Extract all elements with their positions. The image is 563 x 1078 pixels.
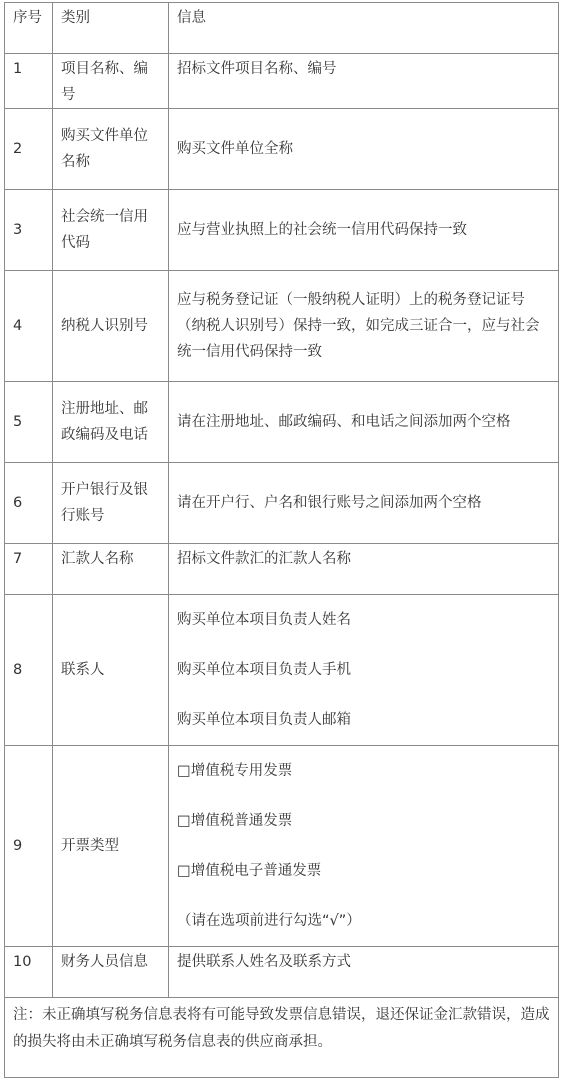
row-info: 请在注册地址、邮政编码、和电话之间添加两个空格	[169, 382, 559, 463]
row-info	[169, 595, 559, 746]
header-no: 序号	[5, 3, 53, 54]
header-category: 类别	[53, 3, 169, 54]
row-category: 纳税人识别号	[53, 271, 169, 382]
row-info: 购买文件单位全称	[169, 109, 559, 190]
table-row	[5, 746, 559, 947]
row-category: 开户银行及银行账号	[53, 463, 169, 544]
footnote: 注：未正确填写税务信息表将有可能导致发票信息错误，退还保证金汇款错误，造成的损失将由未正确填写税务信息表的供应商承担。	[5, 998, 559, 1078]
row-info: 请在开户行、户名和银行账号之间添加两个空格	[169, 463, 559, 544]
row-no: 3	[5, 190, 53, 271]
row-category: 社会统一信用代码	[53, 190, 169, 271]
row-no: 5	[5, 382, 53, 463]
tax-info-table	[4, 2, 559, 1078]
table-row	[5, 271, 559, 382]
checkbox-option: □增值税普通发票	[177, 813, 293, 829]
info-line: 购买单位本项目负责人姓名	[177, 612, 351, 628]
row-info	[169, 746, 559, 947]
row-category: 购买文件单位名称	[53, 109, 169, 190]
row-category: 开票类型	[53, 746, 169, 947]
table-row	[5, 54, 559, 109]
checkbox-option: □增值税专用发票	[177, 763, 293, 779]
row-info: 应与税务登记证（一般纳税人证明）上的税务登记证号（纳税人识别号）保持一致，如完成三证合一，应与社会统一信用代码保持一致	[169, 271, 559, 382]
row-no: 6	[5, 463, 53, 544]
info-line: 购买单位本项目负责人邮箱	[177, 712, 351, 728]
table-row	[5, 382, 559, 463]
table-row	[5, 947, 559, 998]
row-info: 招标文件项目名称、编号	[169, 54, 559, 109]
info-line: 购买单位本项目负责人手机	[177, 662, 351, 678]
row-category: 联系人	[53, 595, 169, 746]
row-info: 招标文件款汇的汇款人名称	[169, 544, 559, 595]
row-no: 10	[5, 947, 53, 998]
row-category: 财务人员信息	[53, 947, 169, 998]
table-row	[5, 109, 559, 190]
row-category: 注册地址、邮政编码及电话	[53, 382, 169, 463]
table-row	[5, 595, 559, 746]
checkbox-option: □增值税电子普通发票	[177, 863, 322, 879]
note-row	[5, 998, 559, 1078]
table-row	[5, 190, 559, 271]
row-no: 8	[5, 595, 53, 746]
row-no: 1	[5, 54, 53, 109]
header-info: 信息	[169, 3, 559, 54]
row-no: 4	[5, 271, 53, 382]
row-category: 汇款人名称	[53, 544, 169, 595]
table-row	[5, 544, 559, 595]
row-info: 应与营业执照上的社会统一信用代码保持一致	[169, 190, 559, 271]
row-no: 2	[5, 109, 53, 190]
row-info: 提供联系人姓名及联系方式	[169, 947, 559, 998]
table-row	[5, 463, 559, 544]
check-instruction: （请在选项前进行勾选“√”）	[177, 913, 361, 929]
row-category: 项目名称、编号	[53, 54, 169, 109]
row-no: 9	[5, 746, 53, 947]
row-no: 7	[5, 544, 53, 595]
table-header-row	[5, 3, 559, 54]
